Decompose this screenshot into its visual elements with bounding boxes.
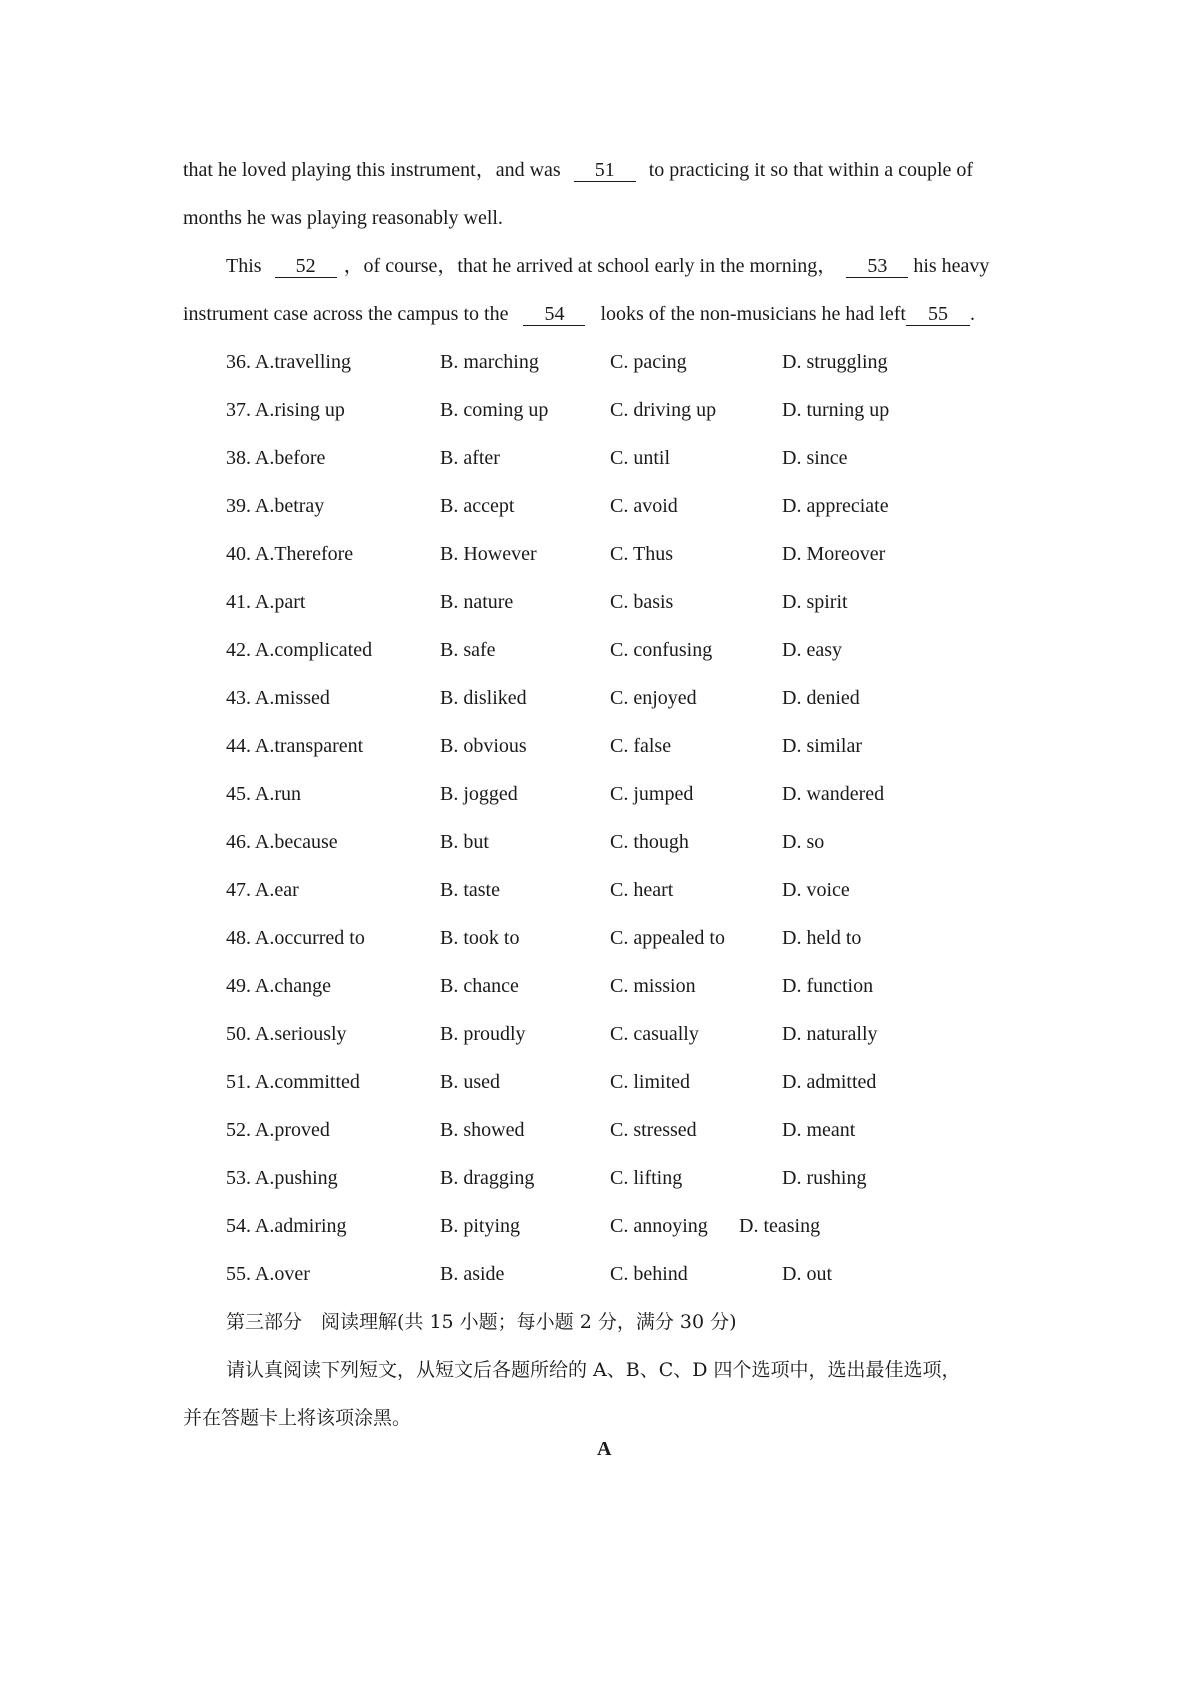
option-b: B. but bbox=[440, 831, 489, 853]
option-d: D. naturally bbox=[782, 1023, 878, 1045]
question-row bbox=[0, 1214, 1200, 1242]
option-d: D. since bbox=[782, 447, 848, 469]
question-row bbox=[0, 1022, 1200, 1050]
option-a: 46. A.because bbox=[226, 831, 338, 853]
passage-label: A bbox=[597, 1438, 612, 1460]
option-c: C. stressed bbox=[610, 1119, 697, 1141]
option-b: B. nature bbox=[440, 591, 514, 613]
question-row bbox=[0, 830, 1200, 858]
instruction-line-1 bbox=[226, 1358, 961, 1382]
option-b: B. safe bbox=[440, 639, 496, 661]
option-c: C. lifting bbox=[610, 1167, 683, 1189]
option-b: B. chance bbox=[440, 975, 519, 997]
option-c: C. jumped bbox=[610, 783, 694, 805]
passage-text: This bbox=[226, 255, 262, 277]
option-d: D. easy bbox=[782, 639, 842, 661]
section-title-text: 第三部分 阅读理解(共 15 小题；每小题 2 分，满分 30 分) bbox=[226, 1311, 737, 1333]
option-b: B. dragging bbox=[440, 1167, 535, 1189]
question-row bbox=[0, 782, 1200, 810]
option-c: C. confusing bbox=[610, 639, 713, 661]
option-b: B. used bbox=[440, 1071, 500, 1093]
option-a: 47. A.ear bbox=[226, 879, 299, 901]
option-a: 54. A.admiring bbox=[226, 1215, 347, 1237]
question-row bbox=[0, 398, 1200, 426]
option-d: D. admitted bbox=[782, 1071, 877, 1093]
question-row bbox=[0, 974, 1200, 1002]
question-row bbox=[0, 446, 1200, 474]
option-c: C. until bbox=[610, 447, 671, 469]
option-a: 43. A.missed bbox=[226, 687, 330, 709]
option-a: 44. A.transparent bbox=[226, 735, 364, 757]
option-c: C. driving up bbox=[610, 399, 717, 421]
option-c: C. though bbox=[610, 831, 689, 853]
option-a: 38. A.before bbox=[226, 447, 326, 469]
option-b: B. aside bbox=[440, 1263, 505, 1285]
option-d: D. function bbox=[782, 975, 874, 997]
option-c: C. annoying bbox=[610, 1215, 708, 1237]
option-a: 41. A.part bbox=[226, 591, 306, 613]
option-a: 50. A.seriously bbox=[226, 1023, 347, 1045]
section-title bbox=[226, 1310, 737, 1334]
option-b: B. proudly bbox=[440, 1023, 526, 1045]
option-a: 45. A.run bbox=[226, 783, 301, 805]
passage-text: to practicing it so that within a couple of bbox=[648, 159, 974, 181]
option-c: C. false bbox=[610, 735, 672, 757]
option-a: 39. A.betray bbox=[226, 495, 325, 517]
option-a: 48. A.occurred to bbox=[226, 927, 365, 949]
option-d: D. out bbox=[782, 1263, 832, 1285]
question-row bbox=[0, 350, 1200, 378]
passage-text: ，of course，that he arrived at school early in the morning， bbox=[343, 255, 838, 277]
option-d: D. wandered bbox=[782, 783, 885, 805]
option-a: 40. A.Therefore bbox=[226, 543, 354, 565]
question-row bbox=[0, 1118, 1200, 1146]
question-row bbox=[0, 686, 1200, 714]
instruction-line-2 bbox=[183, 1406, 411, 1430]
passage-text: his heavy bbox=[913, 255, 990, 277]
option-c: C. heart bbox=[610, 879, 674, 901]
option-b: B. taste bbox=[440, 879, 500, 901]
option-b: B. took to bbox=[440, 927, 520, 949]
option-d: D. so bbox=[782, 831, 825, 853]
question-row bbox=[0, 878, 1200, 906]
question-row bbox=[0, 1070, 1200, 1098]
passage-text: that he loved playing this instrument，and was bbox=[183, 159, 561, 181]
question-row bbox=[0, 542, 1200, 570]
option-a: 52. A.proved bbox=[226, 1119, 330, 1141]
option-b: B. showed bbox=[440, 1119, 525, 1141]
instruction-text: 并在答题卡上将该项涂黑。 bbox=[183, 1407, 412, 1429]
passage-line-2 bbox=[183, 206, 503, 230]
option-b: B. marching bbox=[440, 351, 539, 373]
option-c: C. avoid bbox=[610, 495, 678, 517]
option-b: B. coming up bbox=[440, 399, 549, 421]
blank-52: 52 bbox=[275, 255, 337, 278]
instruction-text: 请认真阅读下列短文，从短文后各题所给的 A、B、C、D 四个选项中，选出最佳选项， bbox=[226, 1359, 961, 1381]
option-d: D. held to bbox=[782, 927, 862, 949]
option-d: D. struggling bbox=[782, 351, 888, 373]
option-a: 42. A.complicated bbox=[226, 639, 373, 661]
option-b: B. disliked bbox=[440, 687, 527, 709]
option-d: D. turning up bbox=[782, 399, 890, 421]
option-d: D. rushing bbox=[782, 1167, 867, 1189]
question-row bbox=[0, 638, 1200, 666]
option-b: B. However bbox=[440, 543, 537, 565]
question-row bbox=[0, 494, 1200, 522]
blank-54: 54 bbox=[523, 303, 585, 326]
passage-text: months he was playing reasonably well. bbox=[183, 207, 503, 229]
question-row bbox=[0, 590, 1200, 618]
option-c: C. basis bbox=[610, 591, 674, 613]
option-a: 55. A.over bbox=[226, 1263, 310, 1285]
option-d: D. teasing bbox=[739, 1215, 821, 1237]
option-c: C. appealed to bbox=[610, 927, 725, 949]
option-b: B. pitying bbox=[440, 1215, 521, 1237]
question-row bbox=[0, 734, 1200, 762]
option-c: C. behind bbox=[610, 1263, 688, 1285]
option-c: C. Thus bbox=[610, 543, 673, 565]
option-c: C. casually bbox=[610, 1023, 699, 1045]
option-b: B. obvious bbox=[440, 735, 527, 757]
option-a: 51. A.committed bbox=[226, 1071, 360, 1093]
option-d: D. spirit bbox=[782, 591, 848, 613]
blank-53: 53 bbox=[846, 255, 908, 278]
question-row bbox=[0, 926, 1200, 954]
option-c: C. enjoyed bbox=[610, 687, 697, 709]
blank-51: 51 bbox=[574, 159, 636, 182]
passage-line-4 bbox=[183, 302, 975, 326]
option-c: C. mission bbox=[610, 975, 696, 997]
passage-text: . bbox=[969, 303, 975, 325]
passage-line-3 bbox=[226, 254, 989, 278]
option-a: 37. A.rising up bbox=[226, 399, 345, 421]
question-row bbox=[0, 1262, 1200, 1290]
passage-text: instrument case across the campus to the bbox=[183, 303, 509, 325]
option-b: B. after bbox=[440, 447, 500, 469]
option-a: 49. A.change bbox=[226, 975, 331, 997]
option-b: B. accept bbox=[440, 495, 515, 517]
question-row bbox=[0, 1166, 1200, 1194]
option-a: 36. A.travelling bbox=[226, 351, 351, 373]
option-c: C. limited bbox=[610, 1071, 690, 1093]
option-d: D. denied bbox=[782, 687, 860, 709]
option-b: B. jogged bbox=[440, 783, 518, 805]
option-d: D. meant bbox=[782, 1119, 856, 1141]
option-d: D. voice bbox=[782, 879, 850, 901]
option-d: D. appreciate bbox=[782, 495, 889, 517]
passage-line-1 bbox=[183, 158, 973, 182]
option-d: D. Moreover bbox=[782, 543, 886, 565]
option-c: C. pacing bbox=[610, 351, 687, 373]
option-a: 53. A.pushing bbox=[226, 1167, 338, 1189]
passage-text: looks of the non-musicians he had left bbox=[600, 303, 906, 325]
blank-55: 55 bbox=[906, 303, 970, 326]
option-d: D. similar bbox=[782, 735, 862, 757]
